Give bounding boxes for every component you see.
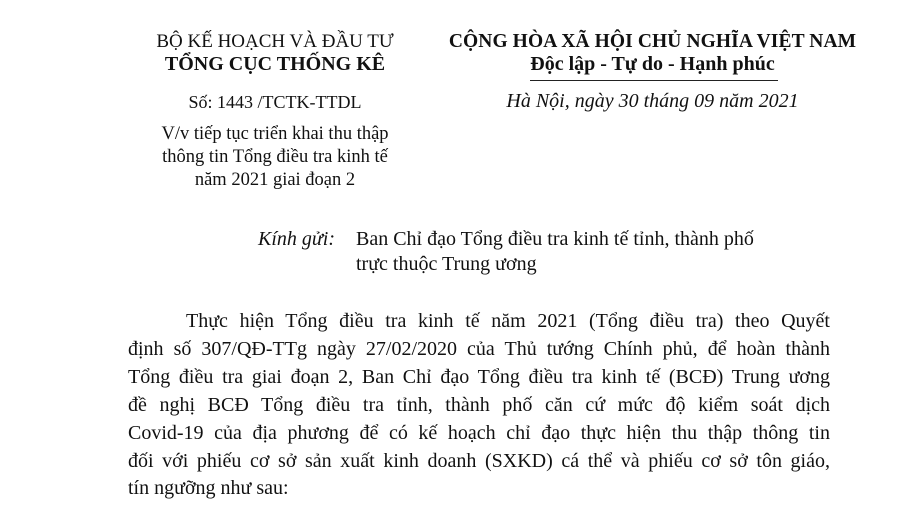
recipient-label: Kính gửi:	[258, 228, 336, 250]
body-line: Tổng điều tra giai đoạn 2, Ban Chỉ đạo Tổng điều tra kinh tế (BCĐ) Trung ương	[128, 366, 830, 388]
national-title: CỘNG HÒA XÃ HỘI CHỦ NGHĨA VIỆT NAM	[448, 31, 857, 52]
body-line: định số 307/QĐ-TTg ngày 27/02/2020 của Thủ tướng Chính phủ, để hoàn thành	[128, 338, 830, 360]
motto-underline	[530, 80, 778, 81]
body-line: tín ngưỡng như sau:	[128, 477, 289, 499]
subject-line: V/v tiếp tục triển khai thu thập	[161, 124, 389, 144]
recipient-line: Ban Chỉ đạo Tổng điều tra kinh tế tỉnh, thành phố	[356, 228, 754, 250]
agency-name: TỔNG CỤC THỐNG KÊ	[164, 53, 386, 75]
national-motto: Độc lập - Tự do - Hạnh phúc	[530, 53, 775, 75]
body-line: Covid-19 của địa phương để có kế hoạch chỉ đạo thực hiện thu thập thông tin	[128, 422, 830, 444]
body-line: đề nghị BCĐ Tổng điều tra tỉnh, thành phố căn cứ mức độ kiểm soát dịch	[128, 394, 830, 416]
document-number: Số: 1443 /TCTK-TTDL	[188, 92, 362, 112]
body-line: Thực hiện Tổng điều tra kinh tế năm 2021 (Tổng điều tra) theo Quyết	[186, 310, 830, 332]
recipient-line: trực thuộc Trung ương	[356, 253, 537, 275]
subject-line: năm 2021 giai đoạn 2	[194, 170, 356, 190]
agency-parent: BỘ KẾ HOẠCH VÀ ĐẦU TƯ	[156, 31, 394, 52]
body-line: đối với phiếu cơ sở sản xuất kinh doanh (SXKD) cá thể và phiếu cơ sở tôn giáo,	[128, 450, 830, 472]
place-date: Hà Nội, ngày 30 tháng 09 năm 2021	[506, 90, 799, 112]
subject-line: thông tin Tổng điều tra kinh tế	[162, 147, 388, 167]
